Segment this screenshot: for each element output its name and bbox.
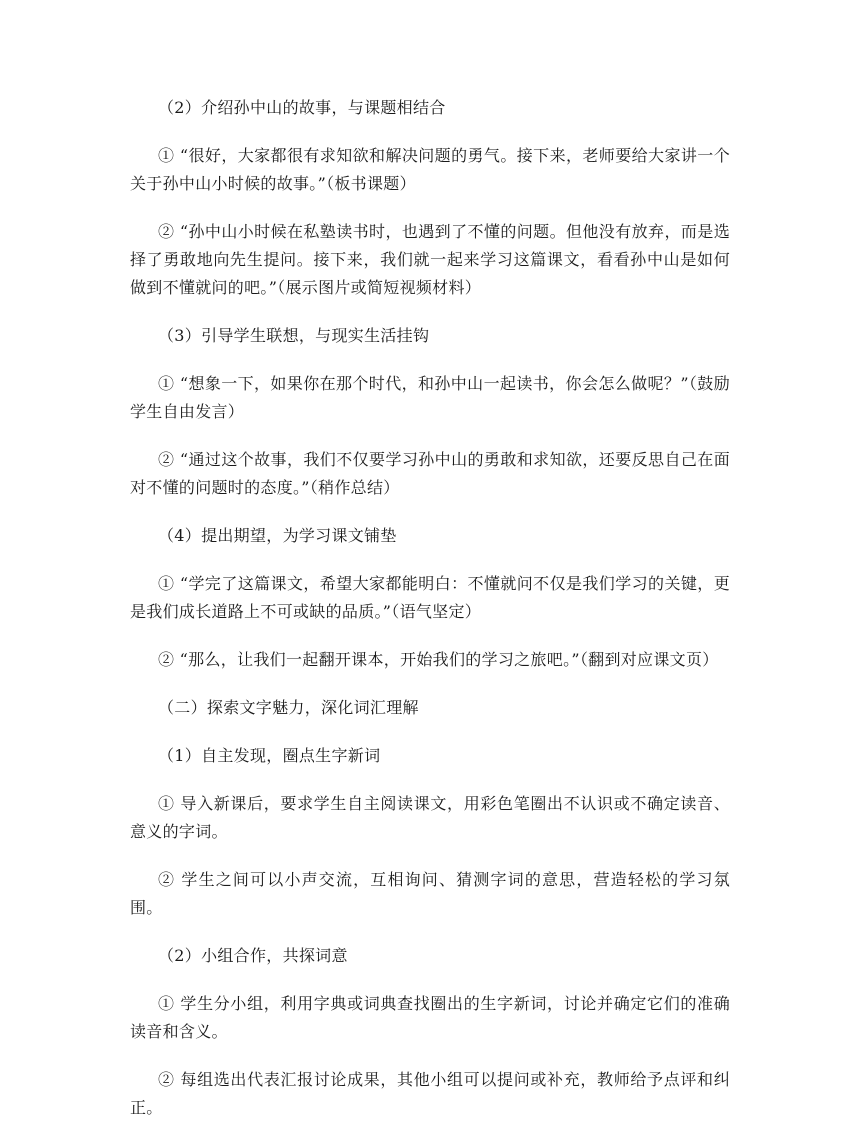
paragraph: ② “通过这个故事，我们不仅要学习孙中山的勇敢和求知欲，还要反思自己在面对不懂的问题时的态度。”（稍作总结） bbox=[130, 450, 730, 497]
section-heading: （2）小组合作，共探词意 bbox=[158, 946, 348, 965]
section-heading: （1）自主发现，圈点生字新词 bbox=[158, 746, 381, 765]
paragraph: ② 学生之间可以小声交流，互相询问、猜测字词的意思，营造轻松的学习氛围。 bbox=[130, 870, 730, 917]
section-heading: （4）提出期望，为学习课文铺垫 bbox=[158, 526, 397, 545]
paragraph: ② “那么，让我们一起翻开课本，开始我们的学习之旅吧。”（翻到对应课文页） bbox=[158, 650, 719, 669]
paragraph: ① “很好，大家都很有求知欲和解决问题的勇气。接下来，老师要给大家讲一个关于孙中山小时候的故事。”（板书课题） bbox=[130, 146, 730, 193]
paragraph: ② “孙中山小时候在私塾读书时，也遇到了不懂的问题。但他没有放弃，而是选择了勇敢地向先生提问。接下来，我们就一起来学习这篇课文，看看孙中山是如何做到不懂就问的吧。”（展示图片或简短视频材料） bbox=[130, 222, 730, 297]
paragraph: ② 每组选出代表汇报讨论成果，其他小组可以提问或补充，教师给予点评和纠正。 bbox=[130, 1070, 730, 1117]
paragraph: ① “想象一下，如果你在那个时代，和孙中山一起读书，你会怎么做呢？”（鼓励学生自由发言） bbox=[130, 374, 730, 421]
document-body bbox=[130, 94, 730, 1142]
paragraph: ① “学完了这篇课文，希望大家都能明白：不懂就问不仅是我们学习的关键，更是我们成长道路上不可或缺的品质。”（语气坚定） bbox=[130, 574, 730, 621]
section-heading: （2）介绍孙中山的故事，与课题相结合 bbox=[158, 98, 446, 117]
paragraph: ① 学生分小组，利用字典或词典查找圈出的生字新词，讨论并确定它们的准确读音和含义。 bbox=[130, 994, 730, 1041]
section-heading: （3）引导学生联想，与现实生活挂钩 bbox=[158, 326, 430, 345]
paragraph: ① 导入新课后，要求学生自主阅读课文，用彩色笔圈出不认识或不确定读音、意义的字词。 bbox=[130, 794, 730, 841]
section-heading: （二）探索文字魅力，深化词汇理解 bbox=[158, 698, 419, 717]
